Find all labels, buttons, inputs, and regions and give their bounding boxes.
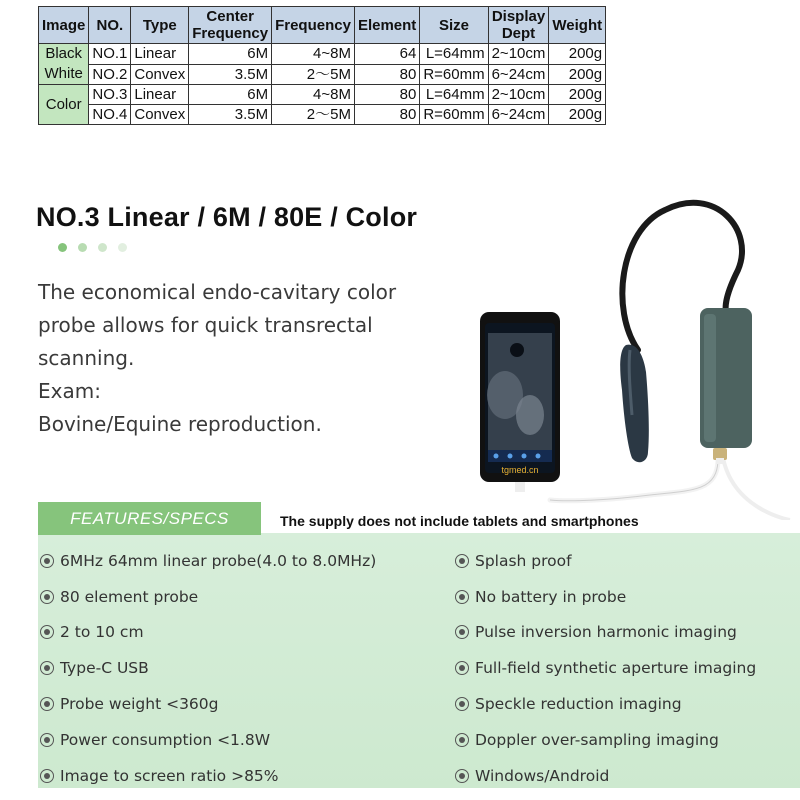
feature-text: Full-field synthetic aperture imaging: [475, 659, 757, 678]
table-cell-dept: 6~24cm: [488, 64, 549, 85]
bullet-circle-icon: [40, 625, 54, 639]
column-header: [488, 7, 549, 44]
table-cell-no: NO.2: [89, 64, 131, 85]
features-list-right: [455, 543, 756, 794]
column-header: [354, 7, 419, 44]
table-cell-size: R=60mm: [420, 105, 488, 125]
bullet-circle-icon: [40, 697, 54, 711]
description-line: Exam:: [38, 379, 101, 403]
description-line: Bovine/Equine reproduction.: [38, 412, 322, 436]
feature-item: [455, 686, 756, 722]
table-cell-element: 80: [354, 105, 419, 125]
column-header-label: Display: [491, 8, 546, 25]
table-cell-freq: 4~8M: [272, 44, 355, 65]
group-label: Black: [45, 45, 83, 62]
group-label-cell: [39, 44, 89, 85]
table-cell-type: Linear: [131, 44, 189, 65]
product-description: [38, 276, 458, 441]
bullet-circle-icon: [40, 590, 54, 604]
feature-item: [40, 579, 376, 615]
bullet-circle-icon: [40, 661, 54, 675]
pagination-dot: [98, 243, 107, 252]
table-cell-weight: 200g: [549, 44, 606, 65]
feature-item: [455, 579, 756, 615]
table-cell-type: Convex: [131, 64, 189, 85]
features-list-left: [40, 543, 376, 794]
smartphone: [480, 312, 560, 492]
table-cell-center: 3.5M: [189, 64, 272, 85]
feature-text: No battery in probe: [475, 587, 627, 606]
table-cell-no: NO.1: [89, 44, 131, 65]
pagination-dots: [58, 243, 127, 252]
column-header-label: Frequency: [275, 16, 351, 34]
bullet-circle-icon: [455, 590, 469, 604]
column-header-label: Image: [42, 16, 86, 34]
probe-handle: [620, 345, 649, 463]
feature-item: [455, 758, 756, 794]
table-cell-size: R=60mm: [420, 64, 488, 85]
column-header-label: NO.: [96, 16, 124, 34]
table-cell-weight: 200g: [549, 85, 606, 105]
table-row: [39, 64, 606, 85]
product-headline: NO.3 Linear / 6M / 80E / Color: [36, 202, 418, 232]
pagination-dot: [78, 243, 87, 252]
group-label: White: [44, 65, 83, 82]
table-row: [39, 44, 606, 65]
feature-text: Doppler over-sampling imaging: [475, 730, 719, 749]
feature-item: [455, 615, 756, 651]
column-header-label: Frequency: [192, 25, 269, 42]
bullet-circle-icon: [40, 554, 54, 568]
bullet-circle-icon: [455, 769, 469, 783]
feature-item: [455, 722, 756, 758]
table-cell-element: 80: [354, 85, 419, 105]
feature-text: Power consumption <1.8W: [60, 730, 271, 749]
table-cell-dept: 2~10cm: [488, 85, 549, 105]
feature-text: Speckle reduction imaging: [475, 695, 682, 714]
bullet-circle-icon: [455, 554, 469, 568]
product-image: [460, 190, 800, 520]
description-line: scanning.: [38, 346, 135, 370]
column-header-label: Type: [142, 16, 177, 34]
column-header: [189, 7, 272, 44]
table-cell-type: Convex: [131, 105, 189, 125]
table-cell-element: 80: [354, 64, 419, 85]
table-cell-weight: 200g: [549, 64, 606, 85]
feature-text: 6MHz 64mm linear probe(4.0 to 8.0MHz): [60, 551, 377, 570]
bullet-circle-icon: [455, 697, 469, 711]
column-header-label: Size: [438, 16, 469, 34]
feature-text: Splash proof: [475, 551, 572, 570]
column-header: [549, 7, 606, 44]
table-header-row: [39, 7, 606, 44]
feature-text: Pulse inversion harmonic imaging: [475, 623, 737, 642]
table-cell-center: 6M: [189, 44, 272, 65]
group-label: Color: [45, 95, 82, 113]
phone-brand: tgmed.cn: [501, 465, 539, 475]
table-cell-dept: 6~24cm: [488, 105, 549, 125]
feature-text: 80 element probe: [60, 587, 199, 606]
table-cell-freq: 4~8M: [272, 85, 355, 105]
column-header-label: Dept: [501, 25, 536, 42]
bullet-circle-icon: [455, 625, 469, 639]
pagination-dot: [118, 243, 127, 252]
column-header-label: Weight: [552, 16, 603, 34]
pagination-dot: [58, 243, 67, 252]
description-line: The economical endo-cavitary color: [38, 280, 397, 304]
feature-text: Type-C USB: [60, 659, 149, 678]
column-header: [272, 7, 355, 44]
table-cell-freq: 2～5M: [272, 105, 355, 125]
table-cell-element: 64: [354, 44, 419, 65]
column-header: [131, 7, 189, 44]
column-header: [89, 7, 131, 44]
description-line: probe allows for quick transrectal: [38, 313, 373, 337]
bullet-circle-icon: [40, 733, 54, 747]
table-cell-freq: 2～5M: [272, 64, 355, 85]
column-header-label: Element: [357, 16, 417, 34]
feature-text: Probe weight <360g: [60, 695, 219, 714]
table-cell-type: Linear: [131, 85, 189, 105]
feature-item: [40, 543, 376, 579]
table-cell-no: NO.3: [89, 85, 131, 105]
feature-item: [40, 650, 376, 686]
bullet-circle-icon: [40, 769, 54, 783]
table-cell-weight: 200g: [549, 105, 606, 125]
table-cell-center: 6M: [189, 85, 272, 105]
column-header-label: Center: [206, 8, 254, 25]
group-label-cell: [39, 85, 89, 125]
table-row: [39, 85, 606, 105]
feature-item: [40, 686, 376, 722]
feature-item: [455, 543, 756, 579]
table-cell-no: NO.4: [89, 105, 131, 125]
feature-item: [40, 722, 376, 758]
feature-item: [40, 615, 376, 651]
table-body: [39, 44, 606, 125]
table-cell-center: 3.5M: [189, 105, 272, 125]
feature-item: [40, 758, 376, 794]
table-cell-dept: 2~10cm: [488, 44, 549, 65]
column-header: [39, 7, 89, 44]
bullet-circle-icon: [455, 733, 469, 747]
table-cell-size: L=64mm: [420, 85, 488, 105]
supply-note: The supply does not include tablets and smartphones: [280, 513, 639, 529]
table-row: [39, 105, 606, 125]
features-tab: FEATURES/SPECS: [38, 502, 261, 535]
bullet-circle-icon: [455, 661, 469, 675]
feature-text: Image to screen ratio >85%: [60, 766, 279, 785]
feature-text: 2 to 10 cm: [60, 623, 144, 642]
feature-text: Windows/Android: [475, 766, 610, 785]
table-cell-size: L=64mm: [420, 44, 488, 65]
feature-item: [455, 650, 756, 686]
spec-table: [38, 6, 606, 125]
column-header: [420, 7, 488, 44]
